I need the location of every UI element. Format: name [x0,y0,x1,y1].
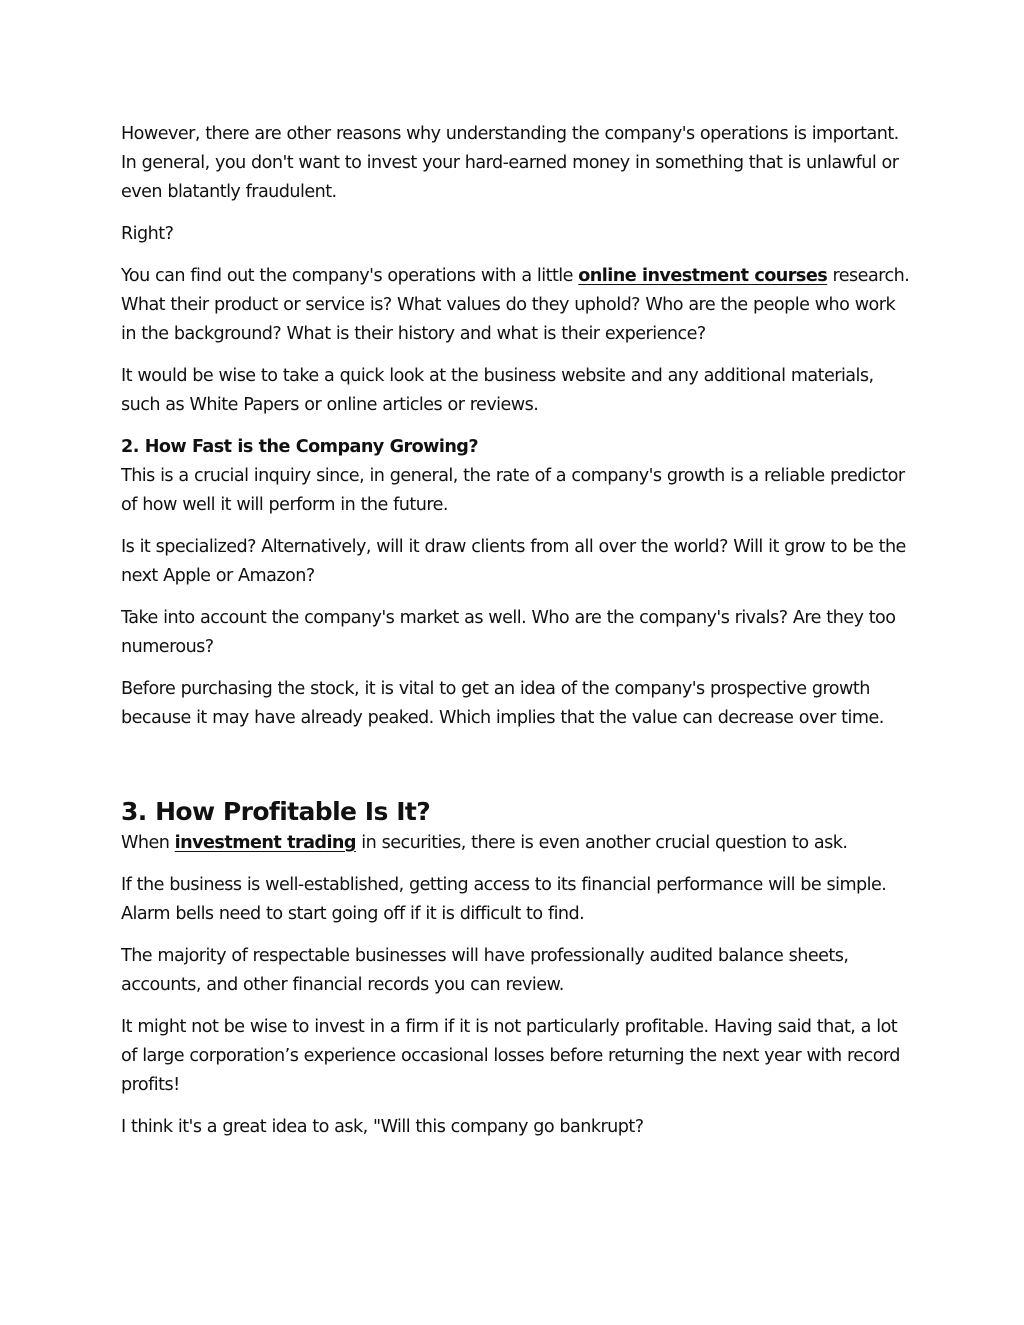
investment-trading-link[interactable]: investment trading [174,833,356,853]
paragraph-growth-inquiry: This is a crucial inquiry since, in general, the rate of a company's growth is a reliable predictor of how well it will perform in the future. [121,466,905,515]
paragraph-find-operations [121,262,911,349]
paragraph-bankrupt-question: I think it's a great idea to ask, "Will this company go bankrupt? [121,1117,644,1137]
paragraph-specialized: Is it specialized? Alternatively, will it draw clients from all over the world? Will it grow to be the next Apple or Amazon? [121,537,906,586]
paragraph-investment-trading-text-start: When [121,833,175,853]
paragraph-audited-records: The majority of respectable businesses will have professionally audited balance sheets, accounts, and other financial records you can review. [121,946,849,995]
online-investment-courses-link[interactable]: online investment courses [578,266,828,286]
section-3-heading: 3. How Profitable Is It? [121,797,431,826]
paragraph-well-established: If the business is well-established, getting access to its financial performance will be simple. Alarm bells need to start going off if it is difficult to find. [121,875,887,924]
paragraph-business-website: It would be wise to take a quick look at the business website and any additional materials, such as White Papers or online articles or reviews. [121,366,874,415]
paragraph-find-operations-text-start: You can find out the company's operations with a little [121,266,579,286]
section-2-block [121,433,911,520]
document-page [121,120,911,1155]
paragraph-profitability: It might not be wise to invest in a firm if it is not particularly profitable. Having said that, a lot of large corporation’s experience occasional losses before returning the next year with record profits! [121,1017,900,1095]
paragraph-market-rivals: Take into account the company's market as well. Who are the company's rivals? Are they too numerous? [121,608,896,657]
section-2-heading: 2. How Fast is the Company Growing? [121,437,479,457]
paragraph-investment-trading [121,829,911,858]
paragraph-prospective-growth: Before purchasing the stock, it is vital to get an idea of the company's prospective growth because it may have already peaked. Which implies that the value can decrease over time. [121,679,884,728]
paragraph-operations-importance: However, there are other reasons why understanding the company's operations is important. In general, you don't want to invest your hard-earned money in something that is unlawful or even blatantly fraudulent. [121,124,899,202]
paragraph-find-operations-text-end: research. What their product or service is? What values do they uphold? Who are the people who work in the background? What is their history and what is their experience? [121,266,910,344]
paragraph-right: Right? [121,224,174,244]
paragraph-investment-trading-text-end: in securities, there is even another crucial question to ask. [355,833,848,853]
